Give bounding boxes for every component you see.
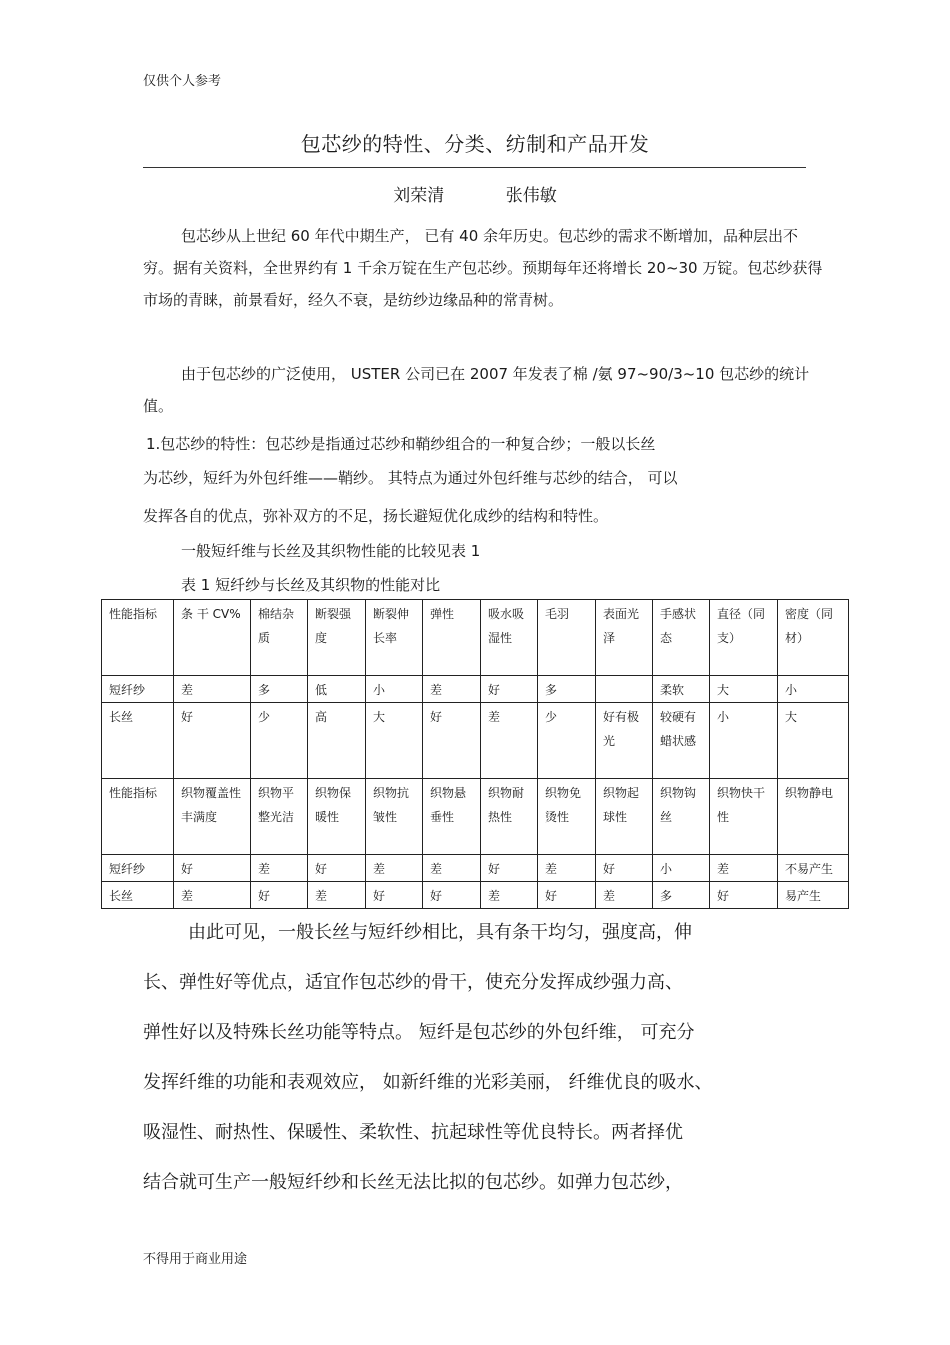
conclusion-line-3: 弹性好以及特殊长丝功能等特点。 短纤是包芯纱的外包纤维， 可充分 xyxy=(143,1022,695,1043)
table-cell: 织物静电 xyxy=(778,779,849,855)
table-cell: 小 xyxy=(778,676,849,703)
table-cell: 织物免烫性 xyxy=(538,779,596,855)
table-cell: 织物抗皱性 xyxy=(366,779,423,855)
table-cell: 长丝 xyxy=(102,703,174,779)
table-cell: 织物悬垂性 xyxy=(423,779,481,855)
section-1-line-2: 为芯纱，短纤为外包纤维——鞘纱。 其特点为通过外包纤维与芯纱的结合， 可以 xyxy=(143,469,678,487)
table-cell: 好 xyxy=(174,703,251,779)
table-cell: 大 xyxy=(710,676,778,703)
table-cell: 差 xyxy=(174,676,251,703)
conclusion-line-6: 结合就可生产一般短纤纱和长丝无法比拟的包芯纱。如弹力包芯纱， xyxy=(143,1172,683,1193)
table-cell: 差 xyxy=(596,882,653,909)
table-cell: 差 xyxy=(366,855,423,882)
table-cell: 织物起球性 xyxy=(596,779,653,855)
table-caption: 表 1 短纤纱与长丝及其织物的性能对比 xyxy=(181,576,441,594)
header-note: 仅供个人参考 xyxy=(143,74,222,89)
table-cell: 织物耐热性 xyxy=(481,779,538,855)
table-cell: 好 xyxy=(174,855,251,882)
table-cell: 低 xyxy=(308,676,366,703)
table-cell: 少 xyxy=(251,703,308,779)
table-cell: 直径（同支） xyxy=(710,600,778,676)
table-cell: 小 xyxy=(366,676,423,703)
table-cell: 小 xyxy=(710,703,778,779)
table-cell: 易产生 xyxy=(778,882,849,909)
table-cell: 差 xyxy=(174,882,251,909)
table-cell: 多 xyxy=(538,676,596,703)
section-1-line-3: 发挥各自的优点，弥补双方的不足，扬长避短优化成纱的结构和特性。 xyxy=(143,507,609,525)
table-cell: 好 xyxy=(710,882,778,909)
table-cell: 织物覆盖性丰满度 xyxy=(174,779,251,855)
table-cell: 大 xyxy=(778,703,849,779)
table-cell: 表面光泽 xyxy=(596,600,653,676)
conclusion-line-5: 吸湿性、耐热性、保暖性、柔软性、抗起球性等优良特长。两者择优 xyxy=(143,1122,683,1143)
table-cell: 好 xyxy=(481,855,538,882)
table-cell: 手感状态 xyxy=(653,600,710,676)
conclusion-line-1: 由此可见，一般长丝与短纤纱相比，具有条干均匀，强度高，伸 xyxy=(188,922,692,943)
table-cell: 条 干 CV% xyxy=(174,600,251,676)
table-cell: 高 xyxy=(308,703,366,779)
table-cell: 弹性 xyxy=(423,600,481,676)
table-cell: 好 xyxy=(423,703,481,779)
table-cell: 差 xyxy=(481,882,538,909)
table-row xyxy=(102,600,849,676)
table-cell: 好 xyxy=(308,855,366,882)
table-cell: 不易产生 xyxy=(778,855,849,882)
table-cell: 差 xyxy=(251,855,308,882)
table-cell: 好 xyxy=(596,855,653,882)
author-1: 刘荣清 xyxy=(393,186,445,206)
table-row xyxy=(102,779,849,855)
table-cell: 棉结杂质 xyxy=(251,600,308,676)
table-cell: 少 xyxy=(538,703,596,779)
table-cell: 较硬有蜡状感 xyxy=(653,703,710,779)
table-cell: 好 xyxy=(481,676,538,703)
table-cell: 多 xyxy=(251,676,308,703)
table-cell: 好 xyxy=(366,882,423,909)
title-divider xyxy=(143,167,806,168)
table-cell: 断裂伸长率 xyxy=(366,600,423,676)
table-cell: 差 xyxy=(481,703,538,779)
table-cell: 长丝 xyxy=(102,882,174,909)
section-1-line-1: 1.包芯纱的特性：包芯纱是指通过芯纱和鞘纱组合的一种复合纱；一般以长丝 xyxy=(146,435,656,453)
intro-paragraph-1: 包芯纱从上世纪 60 年代中期生产， 已有 40 余年历史。包芯纱的需求不断增加，品种层出不穷。据有关资料，全世界约有 1 千余万锭在生产包芯纱。预期每年还将增长 20~30 万锭。包芯纱获得市场的青睐，前景看好，经久不衰，是纺纱边缘品种的常青树。 xyxy=(143,227,823,309)
table-cell: 好 xyxy=(251,882,308,909)
table-cell: 吸水吸湿性 xyxy=(481,600,538,676)
table-cell: 织物钩丝 xyxy=(653,779,710,855)
table-cell: 柔软 xyxy=(653,676,710,703)
table-cell: 织物快干性 xyxy=(710,779,778,855)
footer-note: 不得用于商业用途 xyxy=(143,1252,248,1267)
table-cell: 差 xyxy=(423,676,481,703)
table-cell: 性能指标 xyxy=(102,600,174,676)
table-cell: 毛羽 xyxy=(538,600,596,676)
author-2: 张伟敏 xyxy=(505,186,557,206)
table-cell: 性能指标 xyxy=(102,779,174,855)
table-cell: 织物平整光洁 xyxy=(251,779,308,855)
table-row xyxy=(102,703,849,779)
conclusion-line-4: 发挥纤维的功能和表观效应， 如新纤维的光彩美丽， 纤维优良的吸水、 xyxy=(143,1072,713,1093)
table-cell: 短纤纱 xyxy=(102,855,174,882)
table-cell: 织物保暖性 xyxy=(308,779,366,855)
table-row xyxy=(102,855,849,882)
table-cell: 差 xyxy=(308,882,366,909)
document-title: 包芯纱的特性、分类、纺制和产品开发 xyxy=(300,132,650,156)
table-cell: 密度（同材） xyxy=(778,600,849,676)
table-cell xyxy=(596,676,653,703)
table-cell: 好有极光 xyxy=(596,703,653,779)
table-row xyxy=(102,676,849,703)
table-cell: 多 xyxy=(653,882,710,909)
table-row xyxy=(102,882,849,909)
table-intro: 一般短纤维与长丝及其织物性能的比较见表 1 xyxy=(181,542,481,560)
comparison-table xyxy=(101,599,849,909)
table-cell: 大 xyxy=(366,703,423,779)
table-cell: 断裂强度 xyxy=(308,600,366,676)
table-cell: 差 xyxy=(710,855,778,882)
table-cell: 差 xyxy=(423,855,481,882)
table-cell: 好 xyxy=(423,882,481,909)
table-cell: 短纤纱 xyxy=(102,676,174,703)
table-cell: 小 xyxy=(653,855,710,882)
table-cell: 差 xyxy=(538,855,596,882)
table-cell: 好 xyxy=(538,882,596,909)
authors xyxy=(0,181,950,206)
intro-paragraph-2: 由于包芯纱的广泛使用， USTER 公司已在 2007 年发表了棉 /氨 97~90/3~10 包芯纱的统计值。 xyxy=(143,365,810,415)
conclusion-line-2: 长、弹性好等优点，适宜作包芯纱的骨干，使充分发挥成纱强力高、 xyxy=(143,972,683,993)
